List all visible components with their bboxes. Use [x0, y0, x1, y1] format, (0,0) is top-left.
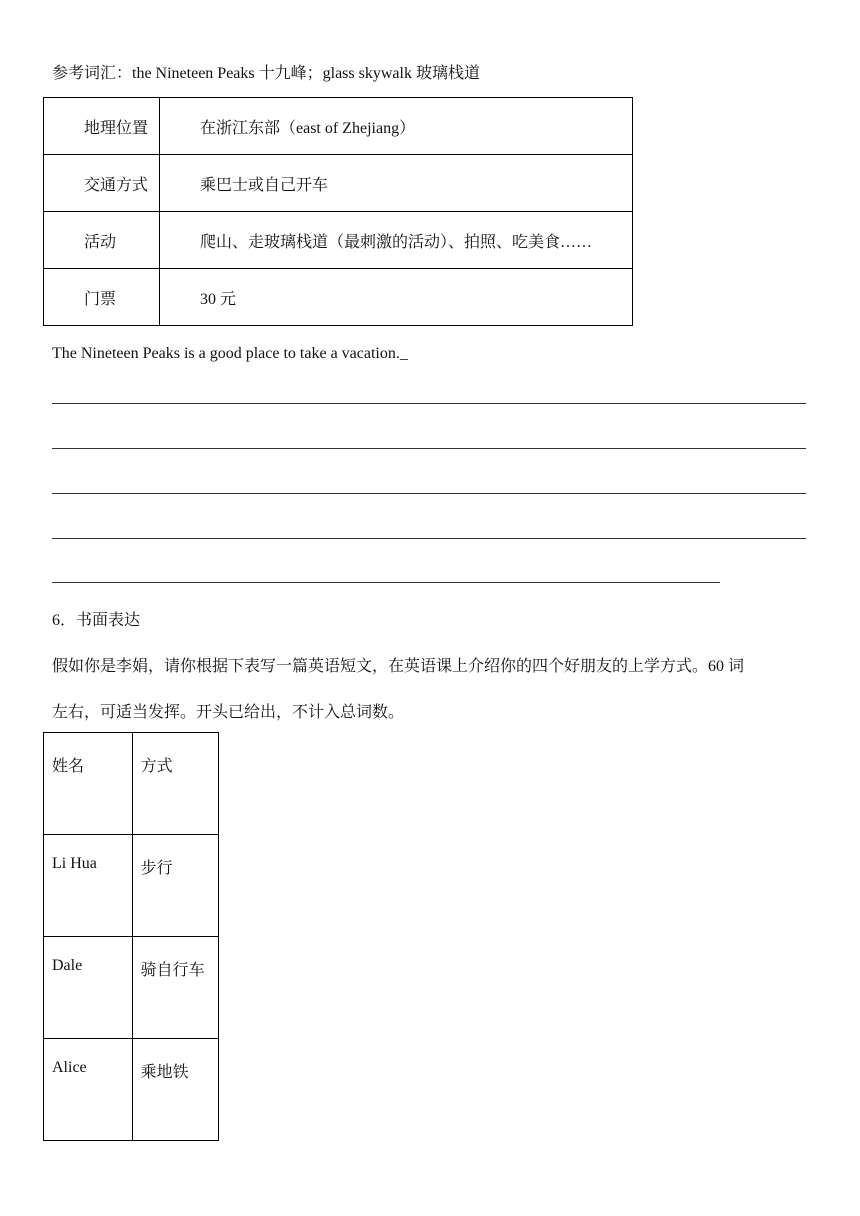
table-row	[44, 835, 219, 937]
friend-name: Li Hua	[44, 835, 133, 937]
row-label: 交通方式	[44, 155, 160, 212]
answer-line[interactable]	[52, 582, 720, 583]
vocabulary-hint: 参考词汇：the Nineteen Peaks 十九峰；glass skywalk 玻璃栈道	[52, 65, 480, 82]
row-value: 在浙江东部（east of Zhejiang）	[160, 98, 633, 155]
table-row	[44, 1039, 219, 1141]
table-row	[44, 269, 633, 326]
header-name: 姓名	[44, 733, 133, 835]
row-value: 30 元	[160, 269, 633, 326]
table-row	[44, 98, 633, 155]
header-mode: 方式	[132, 733, 218, 835]
question-6-title: 6．书面表达	[52, 612, 141, 629]
question-6-instructions-line-1: 假如你是李娟，请你根据下表写一篇英语短文，在英语课上介绍你的四个好朋友的上学方式。60 词	[52, 658, 745, 675]
answer-line[interactable]	[52, 493, 806, 494]
row-label: 地理位置	[44, 98, 160, 155]
answer-line[interactable]	[52, 538, 806, 539]
friend-transport: 乘地铁	[132, 1039, 218, 1141]
answer-line[interactable]	[52, 448, 806, 449]
scenic-spot-info-table	[43, 97, 633, 326]
table-row	[44, 937, 219, 1039]
friend-transport: 骑自行车	[132, 937, 218, 1039]
row-value: 乘巴士或自己开车	[160, 155, 633, 212]
friend-name: Dale	[44, 937, 133, 1039]
question-6-instructions-line-2: 左右，可适当发挥。开头已给出，不计入总词数。	[52, 704, 405, 721]
table-row	[44, 212, 633, 269]
friend-transport: 步行	[132, 835, 218, 937]
row-label: 门票	[44, 269, 160, 326]
friends-transport-table	[43, 732, 219, 1141]
table-row	[44, 155, 633, 212]
answer-line[interactable]	[52, 403, 806, 404]
table-header-row	[44, 733, 219, 835]
row-label: 活动	[44, 212, 160, 269]
row-value: 爬山、走玻璃栈道（最刺激的活动）、拍照、吃美食……	[160, 212, 633, 269]
friend-name: Alice	[44, 1039, 133, 1141]
essay-opening-sentence: The Nineteen Peaks is a good place to take a vacation._	[52, 345, 408, 362]
